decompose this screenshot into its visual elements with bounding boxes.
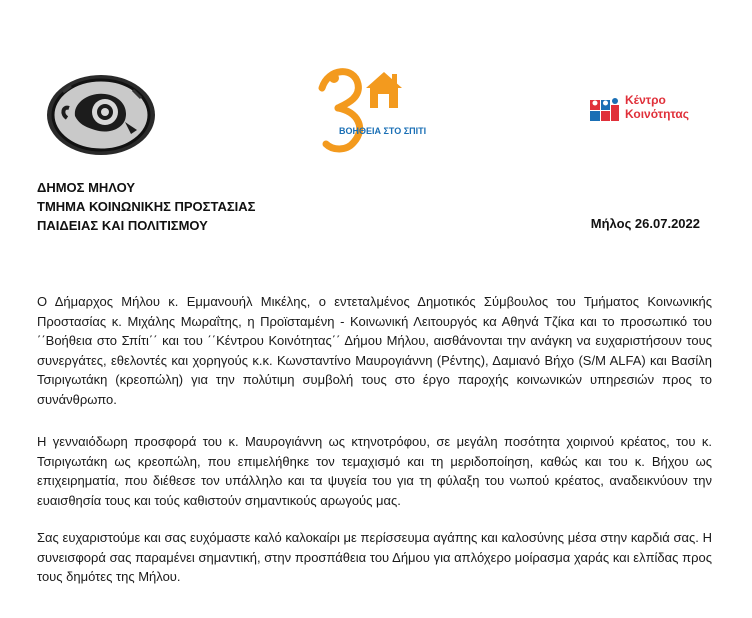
community-center-logo xyxy=(589,93,713,127)
department-header xyxy=(37,178,255,235)
community-center-logo-text xyxy=(625,93,689,121)
department-name: ΤΜΗΜΑ ΚΟΙΝΩΝΙΚΗΣ ΠΡΟΣΤΑΣΙΑΣ xyxy=(37,199,256,214)
home-care-logo-text: ΒΟΗΘΕΙΑ ΣΤΟ ΣΠΙΤΙ xyxy=(339,126,427,136)
paragraph-2: Η γενναιόδωρη προσφορά του κ. Μαυρογιάννη ως κτηνοτρόφου, σε μεγάλη ποσότητα χοιρινού κρέατος, του κ. Τσιριγωτάκη ως κρεοπώλη, που επιμελήθηκε τον τεμαχισμό και τη μεριδοποίηση, καθώς και του κ. Βήχου ως επιχειρηματία, που διέθεσε τον υπάλληλο και τα ψυγεία του για τη φύλαξη του νωπού κρέατος, αναδεικνύουν την ευαισθησία τους και τούς καθιστούν σημαντικούς αρωγούς μας. xyxy=(37,434,712,508)
milos-coin-logo xyxy=(45,72,157,157)
community-center-mark-icon xyxy=(589,97,621,123)
municipality-name: ΔΗΜΟΣ ΜΗΛΟΥ xyxy=(37,180,136,195)
paragraph-1: Ο Δήμαρχος Μήλου κ. Εμμανουήλ Μικέλης, ο εντεταλμένος Δημοτικός Σύμβουλος του Τμήματος Κοινωνικής Προστασίας κ. Μιχάλης Μωραΐτης, η Προϊσταμένη - Κοινωνική Λειτουργός κα Αθηνά Τζίκα και το προσωπικό του ΄΄Βοήθεια στο Σπίτι΄΄ και του ΄΄Κέντρου Κοινότητας΄΄ Δήμου Μήλου, αισθάνονται την ανάγκη να ευχαριστήσουν τους συνεργάτες, εθελοντές και χορηγούς κ.κ. Κωνσταντίνο Μαυρογιάννη (Ρέντης), Δαμιανό Βήχο (S/M ALFA) και Βασίλη Τσιριγωτάκη (κρεοπώλη) για την πολύτιμη συμβολή τους στο έργο παροχής κοινωνικών υπηρεσιών προς το συνάνθρωπο. xyxy=(37,294,712,407)
community-center-line1: Κέντρο xyxy=(625,93,666,107)
home-care-logo xyxy=(314,58,410,164)
paragraph-3: Σας ευχαριστούμε και σας ευχόμαστε καλό καλοκαίρι με περίσσευμα αγάπης και καλοσύνης μέσα στην καρδιά σας. Η συνεισφορά σας παραμένει σημαντική, στην προσπάθεια του Δήμου για απλόχερο μοίρασμα χαράς και ελπίδας προς τους δημότες της Μήλου. xyxy=(37,530,712,584)
department-subtitle: ΠΑΙΔΕΙΑΣ ΚΑΙ ΠΟΛΙΤΙΣΜΟΥ xyxy=(37,218,208,233)
community-center-line2: Κοινότητας xyxy=(625,107,690,121)
document-date: Μήλος 26.07.2022 xyxy=(590,216,700,231)
